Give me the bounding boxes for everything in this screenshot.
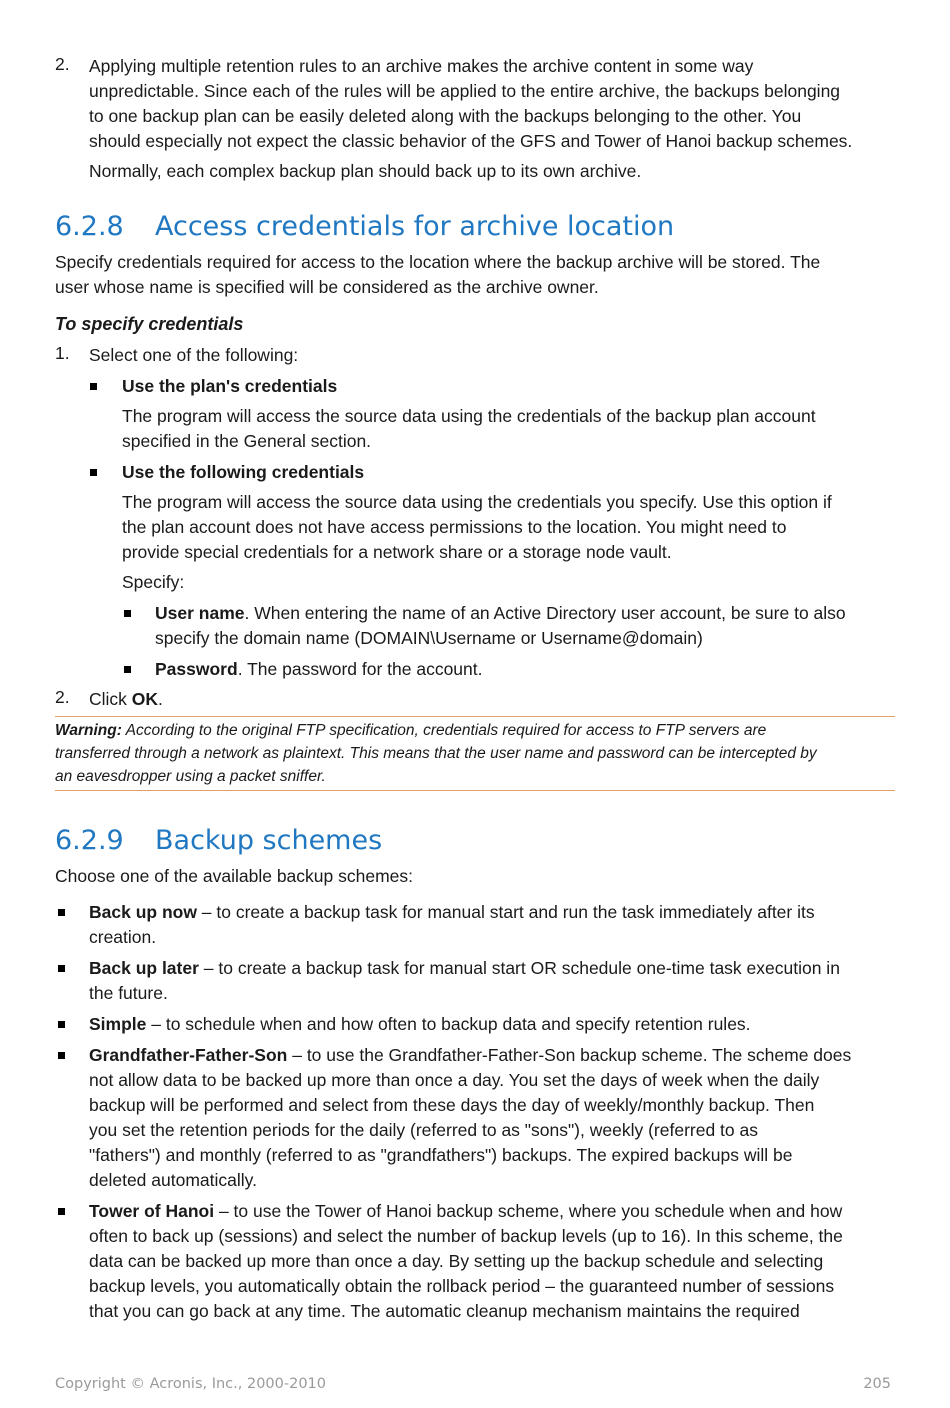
section-title: Access credentials for archive location (155, 211, 675, 242)
warning-label: Warning: (55, 722, 122, 739)
field-user-name (55, 601, 895, 651)
warning-text: transferred through a network as plaintext. This means that the user name and password can be intercepted by (55, 745, 817, 762)
option-desc-line: the plan account does not have access permissions to the location. You might need to (122, 517, 787, 537)
field-password (55, 657, 895, 682)
scheme-desc-line: not allow data to be backed up more than once a day. You set the days of week when the daily (89, 1070, 820, 1090)
bullet-square-icon (124, 610, 131, 617)
page-footer (55, 1376, 891, 1392)
option-desc-line: The program will access the source data using the credentials you specify. Use this option if (122, 492, 832, 512)
bullet-square-icon (58, 1052, 65, 1059)
field-label: Password (155, 659, 238, 679)
scheme-desc-line: "fathers") and monthly (referred to as "grandfathers") backups. The expired backups will be (89, 1145, 793, 1165)
scheme-desc: – to create a backup task for manual start and run the task immediately after its (196, 902, 815, 922)
copyright-text: Copyright © Acronis, Inc., 2000-2010 (55, 1376, 327, 1392)
scheme-desc-line: the future. (89, 983, 168, 1003)
field-desc: . The password for the account. (237, 659, 483, 679)
bullet-square-icon (58, 909, 65, 916)
intro-line: Applying multiple retention rules to an archive makes the archive content in some way (89, 56, 754, 76)
field-desc: . When entering the name of an Active Directory user account, be sure to also (244, 603, 846, 623)
bullet-square-icon (58, 965, 65, 972)
scheme-desc-line: deleted automatically. (89, 1170, 257, 1190)
step-text: Click (89, 689, 132, 709)
bullet-square-icon (90, 383, 97, 390)
step-1 (55, 343, 895, 368)
scheme-desc-line: backup levels, you automatically obtain the rollback period – the guaranteed number of sessions (89, 1276, 835, 1296)
scheme-name: Back up later (89, 958, 199, 978)
step-2 (55, 687, 895, 712)
scheme-item (55, 1199, 895, 1324)
scheme-item (55, 1043, 895, 1193)
list-number: 2. (55, 687, 70, 707)
ok-label: OK (131, 689, 159, 709)
warning-text: an eavesdropper using a packet sniffer. (55, 768, 326, 785)
scheme-desc-line: creation. (89, 927, 157, 947)
paragraph-line: user whose name is specified will be considered as the archive owner. (55, 277, 599, 297)
scheme-desc-line: you set the retention periods for the daily (referred to as "sons"), weekly (referred to as (89, 1120, 758, 1140)
page-content (55, 54, 895, 1324)
intro-line: unpredictable. Since each of the rules will be applied to the entire archive, the backups belonging (89, 81, 841, 101)
option-desc-line: provide special credentials for a network share or a storage node vault. (122, 542, 672, 562)
section-heading-629 (55, 824, 895, 858)
bullet-square-icon (58, 1021, 65, 1028)
scheme-name: Back up now (89, 902, 197, 922)
scheme-name: Grandfather-Father-Son (89, 1045, 288, 1065)
option-desc-line: The program will access the source data using the credentials of the backup plan account (122, 406, 816, 426)
warning-box (55, 716, 895, 791)
option-following-credentials (55, 460, 895, 595)
section-number: 6.2.8 (55, 211, 124, 242)
step-text: Select one of the following: (89, 345, 299, 365)
intro-line: to one backup plan can be easily deleted along with the backups belonging to the other. You (89, 106, 802, 126)
section-title: Backup schemes (155, 825, 383, 856)
specify-label: Specify: (122, 572, 185, 592)
intro-line: should especially not expect the classic behavior of the GFS and Tower of Hanoi backup schemes. (89, 131, 853, 151)
scheme-item (55, 1012, 895, 1037)
warning-text: According to the original FTP specification, credentials required for access to FTP servers are (121, 722, 767, 739)
procedure-title: To specify credentials (55, 314, 244, 334)
scheme-desc-line: that you can go back at any time. The automatic cleanup mechanism maintains the required (89, 1301, 800, 1321)
scheme-name: Simple (89, 1014, 147, 1034)
scheme-desc: – to create a backup task for manual start OR schedule one-time task execution in (198, 958, 840, 978)
scheme-item (55, 956, 895, 1006)
scheme-desc: – to use the Tower of Hanoi backup scheme, where you schedule when and how (214, 1201, 843, 1221)
scheme-desc: – to schedule when and how often to backup data and specify retention rules. (146, 1014, 751, 1034)
paragraph-line: Specify credentials required for access to the location where the backup archive will be stored. The (55, 252, 821, 272)
paragraph-line: Choose one of the available backup schemes: (55, 866, 414, 886)
option-title: Use the plan's credentials (122, 376, 338, 396)
field-desc-line: specify the domain name (DOMAIN\Username or Username@domain) (155, 628, 703, 648)
option-plan-credentials (55, 374, 895, 454)
section-number: 6.2.9 (55, 825, 124, 856)
list-number: 2. (55, 54, 70, 74)
section-heading-628 (55, 210, 895, 244)
scheme-desc-line: data can be backed up more than once a day. By setting up the backup schedule and selecting (89, 1251, 824, 1271)
scheme-desc-line: backup will be performed and select from these days the day of weekly/monthly backup. Then (89, 1095, 815, 1115)
scheme-item (55, 900, 895, 950)
list-number: 1. (55, 343, 70, 363)
scheme-name: Tower of Hanoi (89, 1201, 215, 1221)
option-desc-line: specified in the General section. (122, 431, 372, 451)
bullet-square-icon (90, 469, 97, 476)
option-title: Use the following credentials (122, 462, 365, 482)
field-label: User name (155, 603, 245, 623)
step-suffix: . (158, 689, 163, 709)
scheme-desc: – to use the Grandfather-Father-Son backup scheme. The scheme does (287, 1045, 852, 1065)
scheme-desc-line: often to back up (sessions) and select the number of backup levels (up to 16). In this scheme, the (89, 1226, 843, 1246)
intro-note: Normally, each complex backup plan should back up to its own archive. (89, 161, 642, 181)
bullet-square-icon (58, 1208, 65, 1215)
bullet-square-icon (124, 666, 131, 673)
page-number: 205 (863, 1376, 891, 1392)
intro-list-item (55, 54, 895, 184)
